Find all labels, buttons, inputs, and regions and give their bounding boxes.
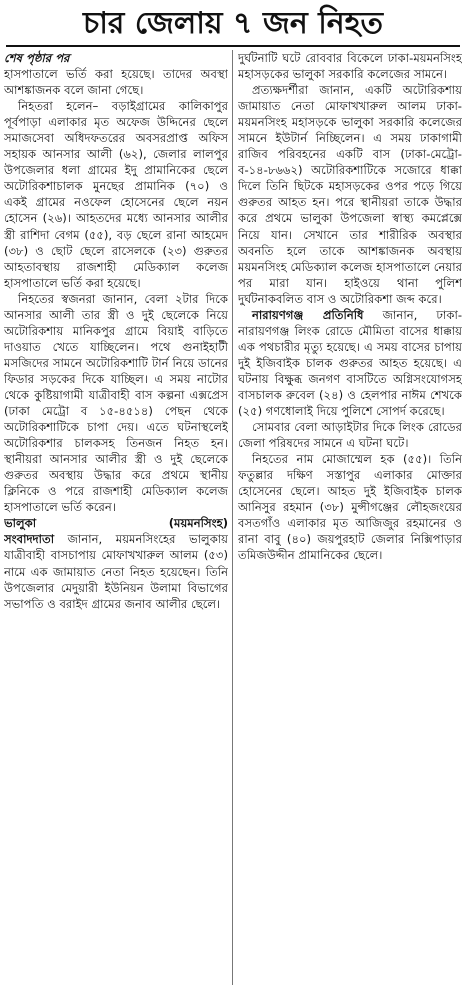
paragraph-text: জানান, ঢাকা-নারায়ণগঞ্জ লিংক রোডে মৌমিতা বাসের ধাক্কায় এক পথচারীর মৃত্যু হয়েছে। এ সময় বাসের চাপায় দুই ইজিবাইক চালক গুরুতর আহত হয়েছে। এ ঘটনায় বিক্ষুব্ধ জনগণ বাসটিতে অগ্নিসংযোগসহ বাসচালক রুবেল (২৪) ও হেলপার নাঈম শেখকে (২৫) গণধোলাই দিয়ে পুলিশে সোপর্দ করেছে। — [238, 307, 462, 419]
left-column — [4, 50, 228, 990]
column-divider — [232, 50, 233, 985]
correspondent-label: নারায়ণগঞ্জ প্রতিনিধি — [252, 307, 364, 322]
subheading-bhaluka — [4, 515, 228, 531]
paragraph: দুর্ঘটনাটি ঘটে রোববার বিকেলে ঢাকা-ময়মনসিংহ মহাসড়কের ভালুকা সরকারি কলেজের সামনে। — [238, 51, 462, 82]
paragraph: হাসপাতালে ভর্তি করা হয়েছে। তাদের অবস্থা আশঙ্কাজনক বলে জানা গেছে। — [4, 67, 228, 98]
paragraph: নিহতের স্বজনরা জানান, বেলা ২টার দিকে আনসার আলী তার স্ত্রী ও দুই ছেলেকে নিয়ে অটোরিকশায় মানিকপুর গ্রামে বিয়াই বাড়িতে দাওয়াত খেতে যাচ্ছিলেন। পথে গুনাইহাটী মসজিদের সামনে অটোরিকশাটি টার্ন নিয়ে ডানের ফিডার সড়কের দিকে যাচ্ছিল। এ সময় নাটোর থেকে কুষ্টিয়াগামী যাত্রীবাহী বাস কল্পনা এক্সপ্রেস (ঢাকা মেট্রো ব ১৫-৪৫১৪) পেছন থেকে অটোরিকশাটিকে চাপা দেয়। এতে ঘটনাস্থলেই অটোরিকশার চালকসহ তিনজন নিহত হন। স্থানীয়রা আনসার আলীর স্ত্রী ও দুই ছেলেকে গুরুতর অবস্থায় উদ্ধার করে প্রথমে স্থানীয় ক্লিনিকে ও পরে রাজশাহী মেডিক্যাল কলেজ হাসপাতালে ভর্তি করেন। — [4, 291, 228, 515]
headline-rule — [6, 45, 460, 47]
paragraph: নিহতের নাম মোজাম্মেল হক (৫৫)। তিনি ফতুল্লার দক্ষিণ সস্তাপুর এলাকার মোক্তার হোসেনের ছেলে। আহত দুই ইজিবাইক চালক আনিসুর রহমান (৩৮) মুন্সীগঞ্জের লৌহজংয়ের বসতগাঁও এলাকার মৃত আজিজুর রহমানের ও রানা বাবু (৪০) জয়পুরহাট জেলার নিক্সিপাড়ার তমিজউদ্দীন প্রামানিকের ছেলে। — [238, 452, 462, 563]
subheading-district: (ময়মনসিংহ) — [168, 516, 228, 531]
paragraph: সোমবার বেলা আড়াইটার দিকে লিংক রোডের জেলা পরিষদের সামনে এ ঘটনা ঘটে। — [238, 420, 462, 451]
headline: চার জেলায় ৭ জন নিহত — [83, 6, 383, 41]
right-column — [238, 50, 462, 990]
paragraph — [4, 531, 228, 611]
continued-label: শেষ পৃষ্ঠার পর — [4, 51, 70, 65]
correspondent-label: সংবাদদাতা — [4, 532, 55, 547]
subheading-place: ভালুকা — [4, 516, 37, 531]
paragraph: প্রত্যক্ষদর্শীরা জানান, একটি অটোরিকশায় জামায়াত নেতা মোফাখখারুল আলম ঢাকা-ময়মনসিংহ মহাসড়কে ভালুকা সরকারি কলেজের সামনে ইউটার্ন নিচ্ছিলেন। এ সময় ঢাকাগামী রাজিব পরিবহনের একটি বাস (ঢাকা-মেট্রো-ব-১৪-৮৬৬২) অটোরিকশাটিকে সজোরে ধাক্কা দিলে তিনি ছিটকে মহাসড়কের ওপর পড়ে গিয়ে গুরুতর আহত হন। পরে স্থানীয়রা তাকে উদ্ধার করে প্রথমে ভালুকা উপজেলা স্বাস্থ্য কমপ্লেক্সে নিয়ে যান। সেখানে তার শারীরিক অবস্থার অবনতি হলে তাকে আশঙ্কাজনক অবস্থায় ময়মনসিংহ মেডিক্যাল কলেজ হাসপাতালে নেয়ার পর মারা যান। হাইওয়ে থানা পুলিশ দুর্ঘটনাকবলিত বাস ও অটোরিকশা জব্দ করে। — [238, 83, 462, 306]
paragraph — [238, 307, 462, 419]
paragraph-text: জানান, ময়মনসিংহের ভালুকায় যাত্রীবাহী বাসচাপায় মোফাখখারুল আলম (৫৩) নামে এক জামায়াত নেতা নিহত হয়েছেন। তিনি উপজেলার মেদুয়ারী ইউনিয়ন উলামা বিভাগের সভাপতি ও বরাইদ গ্রামের জনাব আলীর ছেলে। — [4, 532, 228, 611]
paragraph: নিহতরা হলেন– বড়াইগ্রামের কালিকাপুর পূর্বপাড়া এলাকার মৃত অফেজ উদ্দিনের ছেলে সমাজসেবা অধিদফতরের অবসরপ্রাপ্ত অফিস সহায়ক আনসার আলী (৬২), জেলার লালপুর উপজেলার ধলা গ্রামের ইদু প্রামানিকের ছেলে অটোরিকশাচালক মুনছের প্রামানিক (৭০) ও একই গ্রামের নওফেল হোসেনের ছেলে নয়ন হোসেন (২৬)। আহতদের মধ্যে আনসার আলীর স্ত্রী রাশিদা বেগম (৫৫), বড় ছেলে রানা আহমেদ (৩৮) ও ছোট ছেলে রাসেলকে (২৩) গুরুতর আহতাবস্থায় রাজশাহী মেডিক্যাল কলেজ হাসপাতালে ভর্তি করা হয়েছে। — [4, 99, 228, 290]
